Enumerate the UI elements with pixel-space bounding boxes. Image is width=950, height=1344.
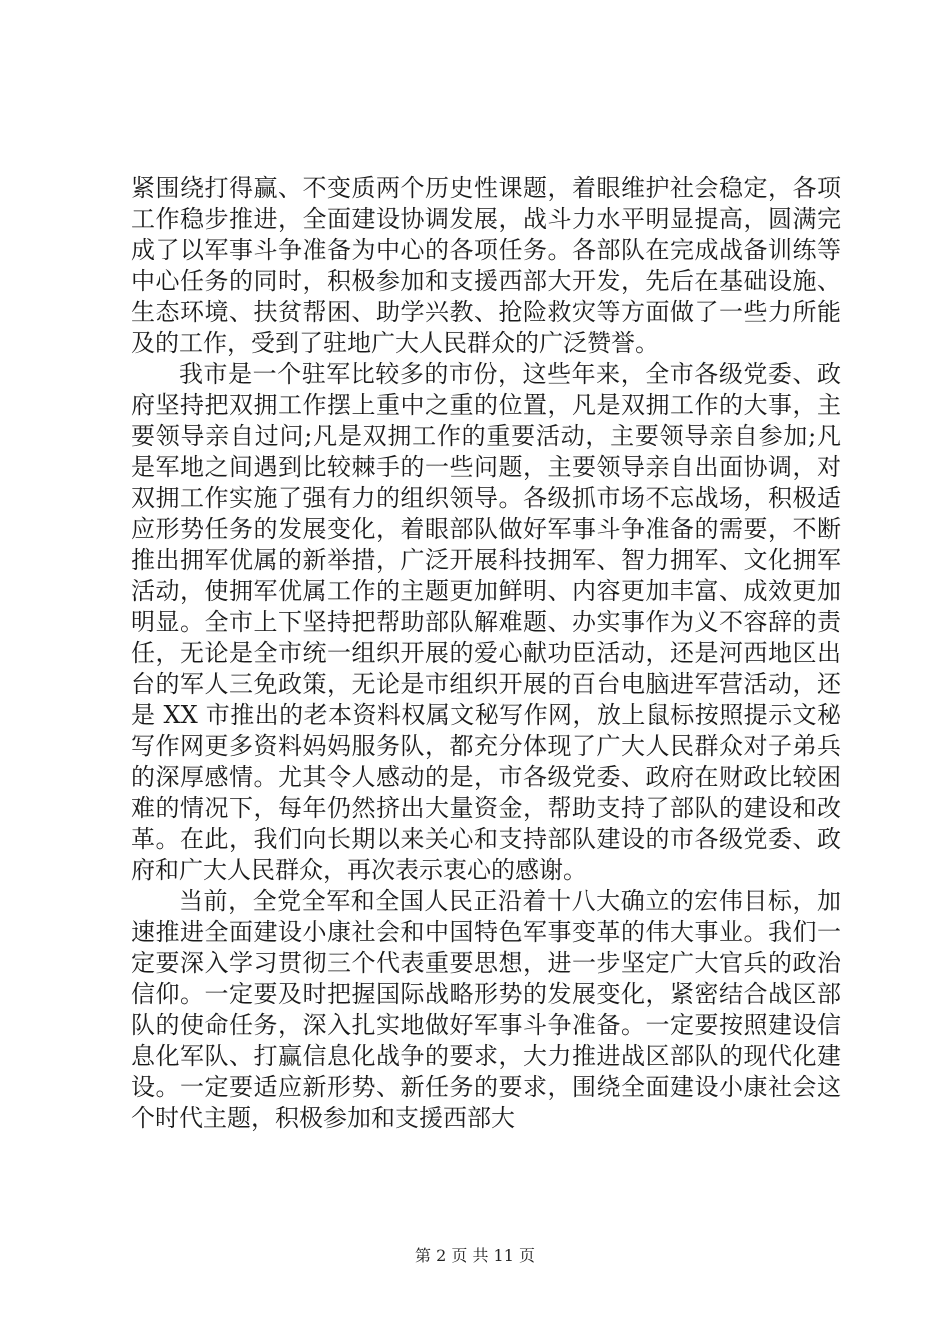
page-number-footer: 第 2 页 共 11 页 — [415, 1246, 535, 1265]
paragraph-2: 我市是一个驻军比较多的市份，这些年来，全市各级党委、政府坚持把双拥工作摆上重中之重的位置，凡是双拥工作的大事，主要领导亲自过问;凡是双拥工作的重要活动，主要领导亲自参加;凡是军地之间遇到比较棘手的一些问题，主要领导亲自出面协调，对双拥工作实施了强有力的组织领导。各级抓市场不忘战场，积极适应形势任务的发展变化，着眼部队做好军事斗争准备的需要，不断推出拥军优属的新举措，广泛开展科技拥军、智力拥军、文化拥军活动，使拥军优属工作的主题更加鲜明、内容更加丰富、成效更加明显。全市上下坚持把帮助部队解难题、办实事作为义不容辞的责任，无论是全市统一组织开展的爱心献功臣活动，还是河西地区出台的军人三免政策，无论是市组织开展的百台电脑进军营活动，还是 XX 市推出的老本资料权属文秘写作网，放上鼠标按照提示文秘写作网更多资料妈妈服务队，都充分体现了广大人民群众对子弟兵的深厚感情。尤其令人感动的是，市各级党委、政府在财政比较困难的情况下，每年仍然挤出大量资金，帮助支持了部队的建设和改革。在此，我们向长期以来关心和支持部队建设的市各级党委、政府和广大人民群众，再次表示衷心的感谢。 — [131, 360, 841, 884]
paragraph-1: 紧围绕打得赢、不变质两个历史性课题，着眼维护社会稳定，各项工作稳步推进，全面建设协调发展，战斗力水平明显提高，圆满完成了以军事斗争准备为中心的各项任务。各部队在完成战备训练等中心任务的同时，积极参加和支援西部大开发，先后在基础设施、生态环境、扶贫帮困、助学兴教、抢险救灾等方面做了一些力所能及的工作，受到了驻地广大人民群众的广泛赞誉。 — [131, 174, 841, 357]
paragraph-3: 当前，全党全军和全国人民正沿着十八大确立的宏伟目标，加速推进全面建设小康社会和中国特色军事变革的伟大事业。我们一定要深入学习贯彻三个代表重要思想，进一步坚定广大官兵的政治信仰。一定要及时把握国际战略形势的发展变化，紧密结合战区部队的使命任务，深入扎实地做好军事斗争准备。一定要按照建设信息化军队、打赢信息化战争的要求，大力推进战区部队的现代化建设。一定要适应新形势、新任务的要求，围绕全面建设小康社会这个时代主题，积极参加和支援西部大 — [131, 887, 841, 1132]
document-body — [131, 173, 841, 1134]
